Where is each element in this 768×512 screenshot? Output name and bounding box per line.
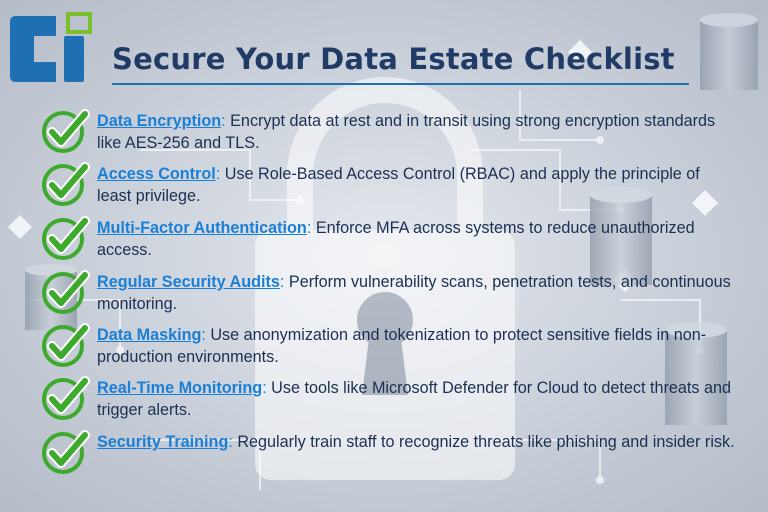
item-description: Encrypt data at rest and in transit using strong encryption standards like AES-256 and TLS.	[97, 112, 716, 152]
item-description: Regularly train staff to recognize threats like phishing and insider risk.	[232, 433, 735, 451]
item-description: Enforce MFA across systems to reduce unauthorized access.	[97, 219, 695, 259]
item-link-data-masking[interactable]: Data Masking	[97, 326, 202, 344]
checkmark-icon	[40, 106, 90, 156]
checkmark-icon	[40, 427, 90, 477]
checklist-item-text: Data Masking: Use anonymization and tokenization to protect sensitive fields in non-production environments.	[97, 326, 707, 366]
page-title: Secure Your Data Estate Checklist	[112, 42, 675, 76]
checklist-item-text: Multi-Factor Authentication: Enforce MFA across systems to reduce unauthorized access.	[97, 219, 695, 259]
item-link-data-encryption[interactable]: Data Encryption	[97, 112, 222, 130]
item-description: Perform vulnerability scans, penetration tests, and continuous monitoring.	[97, 273, 731, 313]
checklist-item-text: Regular Security Audits: Perform vulnerability scans, penetration tests, and continuous monitoring.	[97, 273, 731, 313]
checkmark-icon	[40, 267, 90, 317]
item-description: Use tools like Microsoft Defender for Cloud to detect threats and trigger alerts.	[97, 379, 731, 419]
checklist-item-text: Data Encryption: Encrypt data at rest and in transit using strong encryption standards like AES-256 and TLS.	[97, 112, 716, 152]
item-link-regular-security-audits[interactable]: Regular Security Audits	[97, 273, 280, 291]
checklist-item	[0, 163, 768, 219]
item-description: Use Role-Based Access Control (RBAC) and apply the principle of least privilege.	[97, 165, 700, 205]
checklist-item	[0, 271, 768, 327]
checkmark-icon	[40, 213, 90, 263]
item-link-access-control[interactable]: Access Control	[97, 165, 216, 183]
checkmark-icon	[40, 159, 90, 209]
item-link-security-training[interactable]: Security Training	[97, 433, 229, 451]
checklist-item-text: Access Control: Use Role-Based Access Control (RBAC) and apply the principle of least privilege.	[97, 165, 700, 205]
checklist-item-text: Real-Time Monitoring: Use tools like Microsoft Defender for Cloud to detect threats and trigger alerts.	[97, 379, 731, 419]
item-link-multi-factor-authentication[interactable]: Multi-Factor Authentication	[97, 219, 307, 237]
item-link-real-time-monitoring[interactable]: Real-Time Monitoring	[97, 379, 263, 397]
checkmark-icon	[40, 320, 90, 370]
checklist-item	[0, 110, 768, 166]
checklist-item	[0, 217, 768, 273]
checkmark-icon	[40, 373, 90, 423]
checklist-item	[0, 324, 768, 380]
item-description: Use anonymization and tokenization to protect sensitive fields in non-production environments.	[97, 326, 707, 366]
checklist-item	[0, 377, 768, 433]
checklist-item-text: Security Training: Regularly train staff to recognize threats like phishing and insider risk.	[97, 433, 735, 451]
checklist-item	[0, 431, 768, 487]
